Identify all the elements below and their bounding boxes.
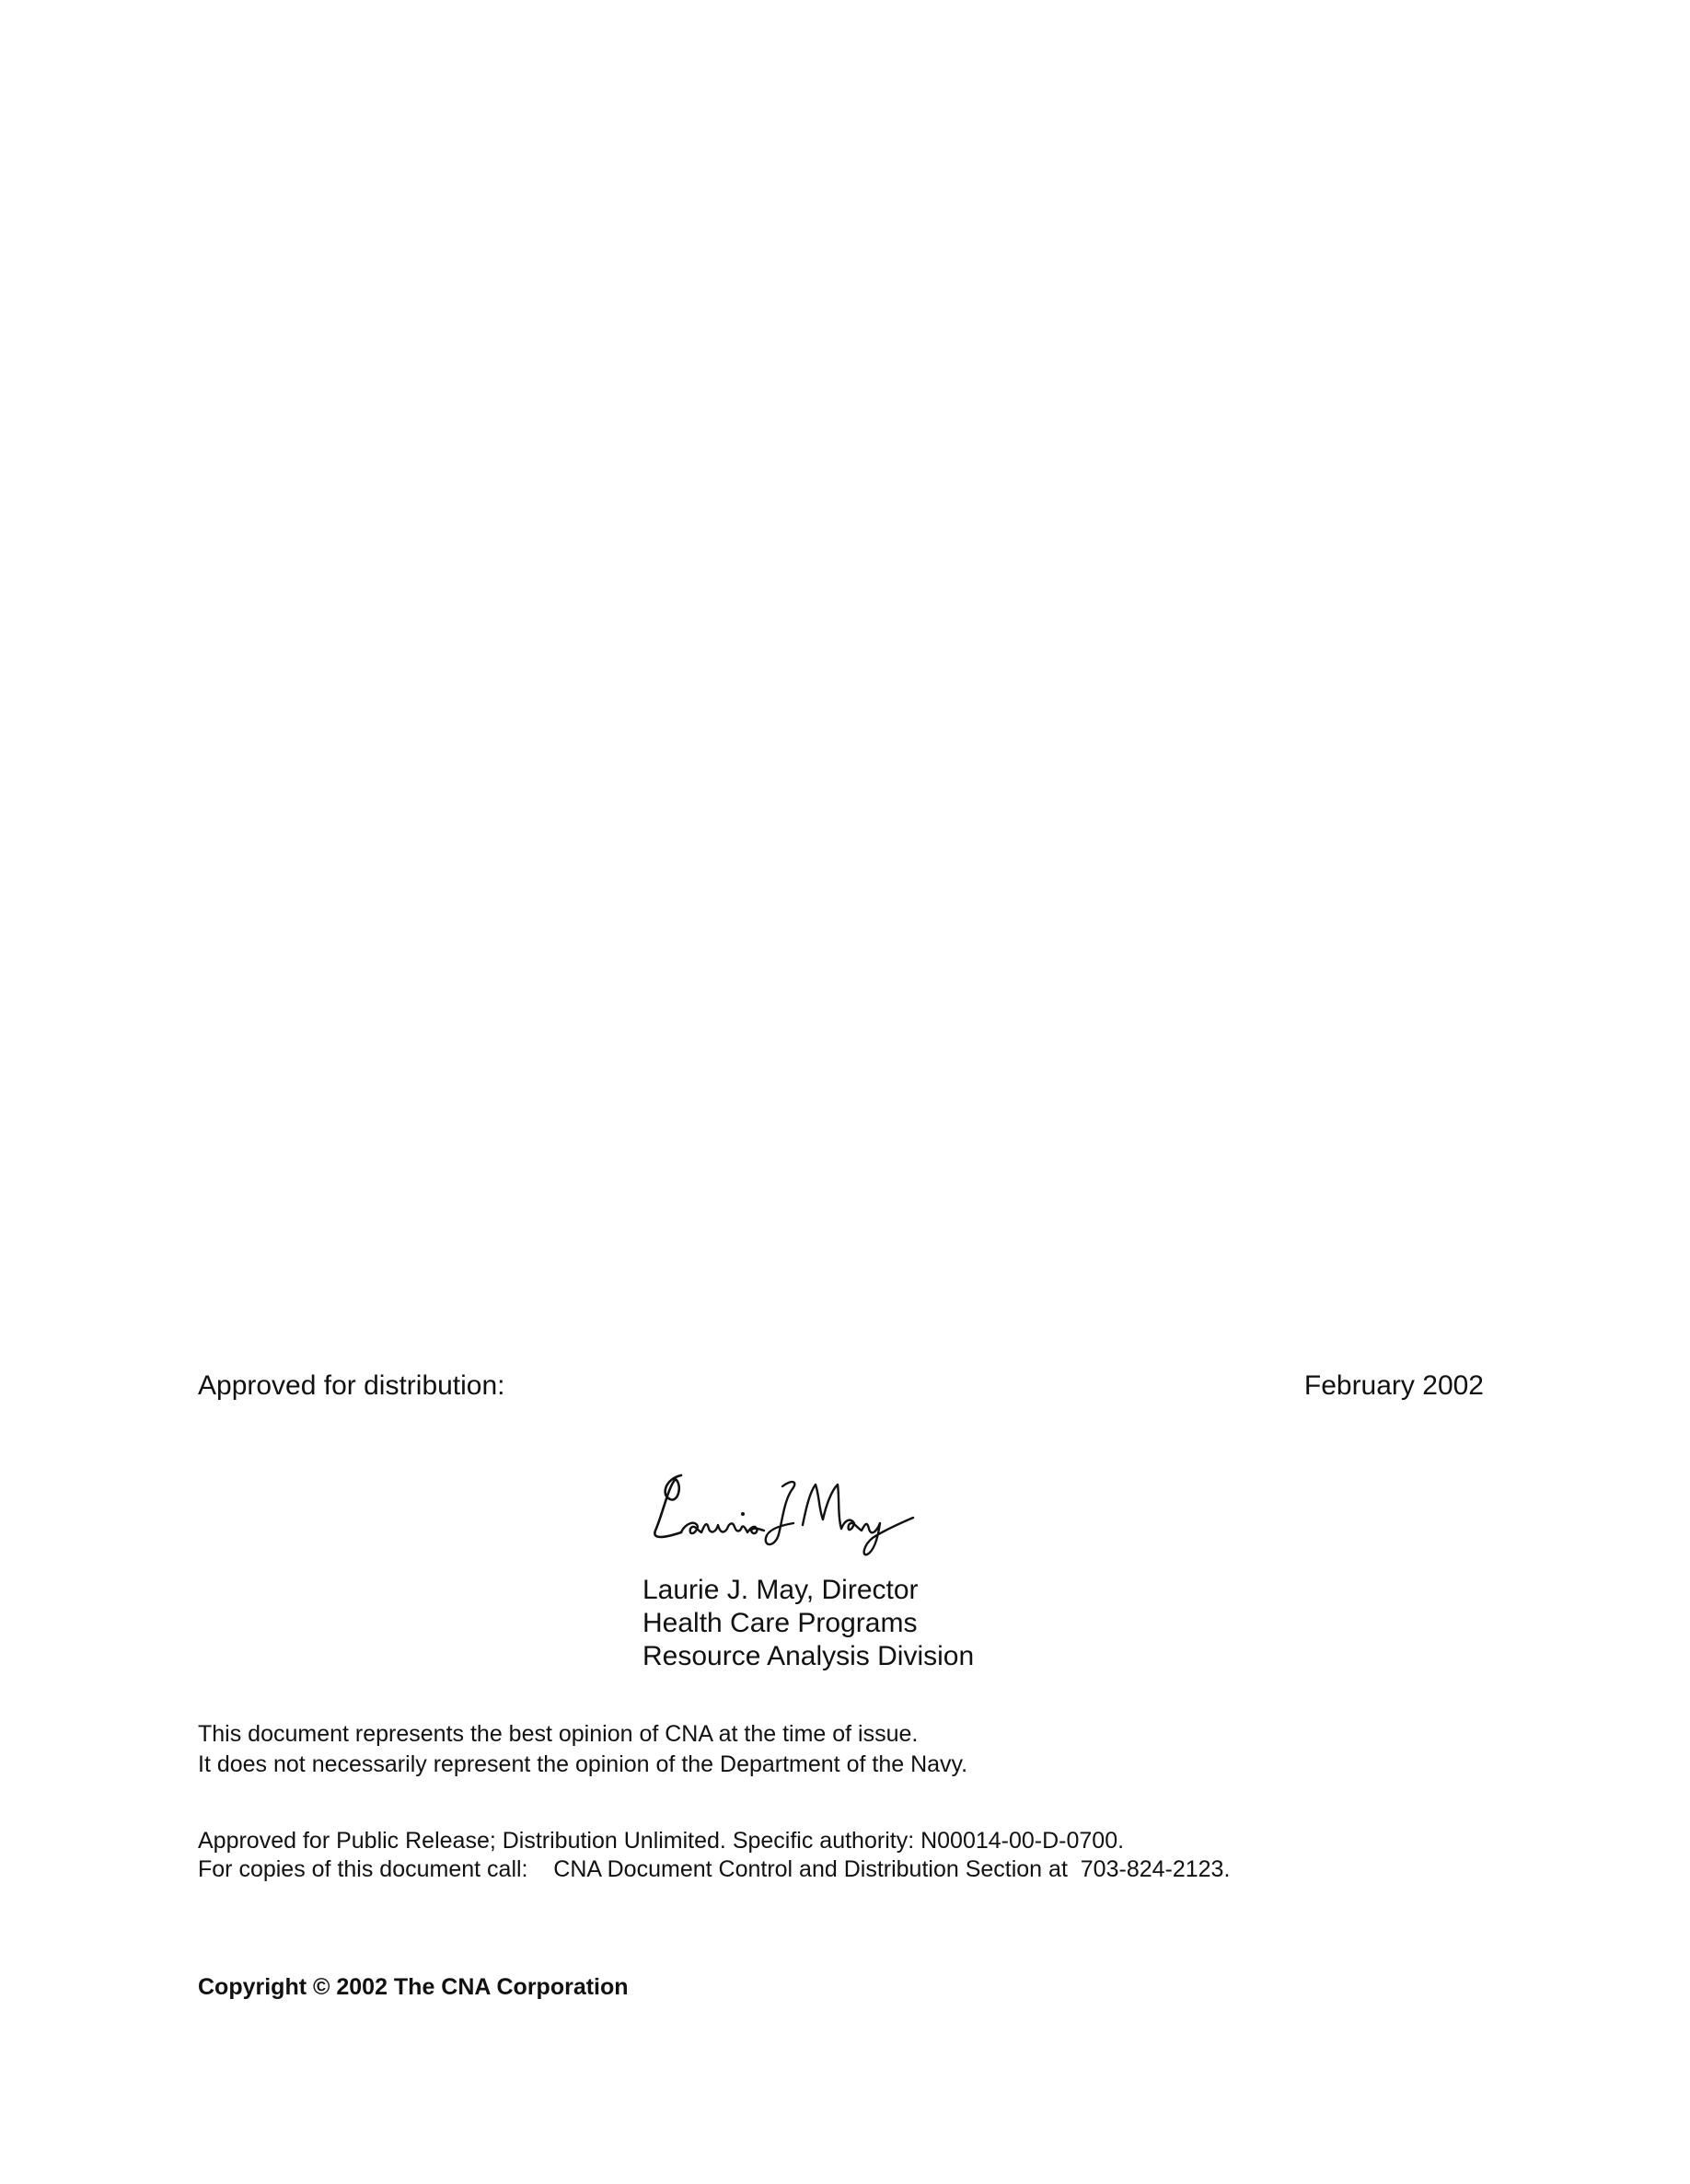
release-block — [198, 1827, 1230, 1884]
signatory-division: Resource Analysis Division — [642, 1641, 975, 1671]
disclaimer-block — [198, 1719, 967, 1780]
signatory-name: Laurie J. May, Director — [642, 1575, 919, 1605]
approval-label: Approved for distribution: — [198, 1370, 505, 1401]
release-line-1: Approved for Public Release; Distribution Unlimited. Specific authority: N00014-00-D-0700. — [198, 1828, 1125, 1854]
signatory-program: Health Care Programs — [642, 1608, 918, 1638]
handwritten-signature — [644, 1459, 920, 1560]
release-line-2: For copies of this document call: CNA Document Control and Distribution Section at 703-824-2123. — [198, 1856, 1231, 1882]
disclaimer-line-1: This document represents the best opinion of CNA at the time of issue. — [198, 1721, 919, 1747]
copyright-notice: Copyright © 2002 The CNA Corporation — [198, 1974, 629, 2000]
approval-date: February 2002 — [1303, 1370, 1484, 1401]
signatory-block — [642, 1574, 974, 1673]
disclaimer-line-2: It does not necessarily represent the opinion of the Department of the Navy. — [198, 1751, 968, 1777]
